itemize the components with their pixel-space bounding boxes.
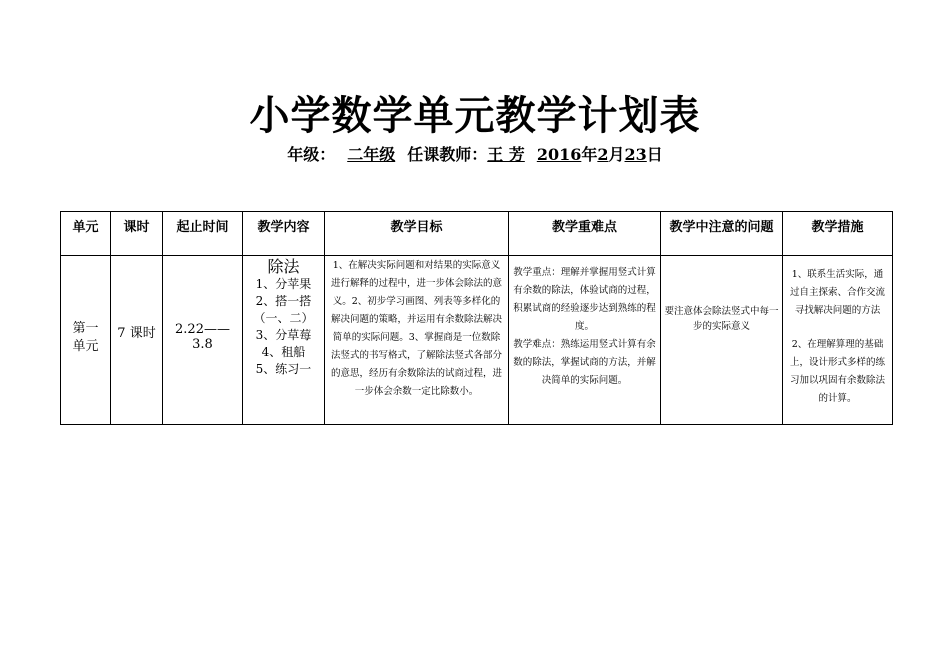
measure-item-2: 2、在理解算理的基础上，设计形式多样的练习加以巩固有余数除法的计算。: [789, 339, 885, 404]
header-hours: 课时: [111, 212, 163, 256]
page-title: 小学数学单元教学计划表: [249, 92, 701, 139]
content-item: 2、搭一搭: [255, 294, 312, 308]
plan-info-line: [0, 142, 950, 165]
content-title: 除法: [267, 257, 300, 276]
grade-label: 年级：: [287, 145, 336, 164]
header-unit: 单元: [61, 212, 111, 256]
unit-line-2: 单元: [72, 339, 99, 354]
difficult-point-text: 教学难点：熟练运用竖式计算有余数的除法，掌握试商的方法，并解决简单的实际问题。: [513, 339, 656, 386]
teacher-label: 任课教师：: [407, 145, 488, 164]
table-row: [61, 256, 893, 425]
content-item: 5、练习一: [255, 362, 312, 376]
header-content: 教学内容: [243, 212, 325, 256]
header-dates: 起止时间: [163, 212, 243, 256]
date-month: 2: [597, 145, 609, 164]
content-item: 1、分苹果: [255, 277, 312, 291]
cell-measures: [783, 256, 893, 425]
header-goal: 教学目标: [325, 212, 509, 256]
cell-unit: [61, 256, 111, 425]
content-item: 4、租船: [261, 345, 306, 359]
plan-table: [60, 211, 893, 425]
measure-item-1: 1、联系生活实际，通过自主探索、合作交流寻找解决问题的方法: [789, 269, 885, 316]
cell-dates: 2.22——3.8: [163, 256, 243, 425]
content-item: 3、分草莓: [255, 328, 312, 342]
cell-key-points: [509, 256, 661, 425]
cell-content: [243, 256, 325, 425]
key-point-text: 教学重点：理解并掌握用竖式计算有余数的除法，体验试商的过程，积累试商的经验逐步达到熟练的程度。: [513, 267, 656, 332]
unit-line-1: 第一: [72, 321, 99, 336]
date-day: 23: [624, 145, 647, 164]
date-year-unit: 年: [581, 145, 598, 164]
date-year: 2016: [536, 145, 582, 164]
date-day-unit: 日: [646, 145, 663, 164]
header-measures: 教学措施: [783, 212, 893, 256]
cell-attention: 要注意体会除法竖式中每一步的实际意义: [661, 256, 783, 425]
grade-value: 二年级: [347, 145, 396, 164]
content-item: （一、二）: [253, 311, 314, 325]
header-key-points: 教学重难点: [509, 212, 661, 256]
date-month-unit: 月: [608, 145, 625, 164]
table-header-row: [61, 212, 893, 256]
header-attention: 教学中注意的问题: [661, 212, 783, 256]
cell-hours: 7 课时: [111, 256, 163, 425]
teacher-value: 王 芳: [487, 145, 525, 164]
cell-goal: 1、在解决实际问题和对结果的实际意义进行解释的过程中，进一步体会除法的意义。2、初步学习画图、列表等多样化的解决问题的策略，并运用有余数除法解决简单的实际问题。3、掌握商是一位数除法竖式的书写格式，了解除法竖式各部分的意思，经历有余数除法的试商过程，进一步体会余数一定比除数小。: [325, 256, 509, 425]
